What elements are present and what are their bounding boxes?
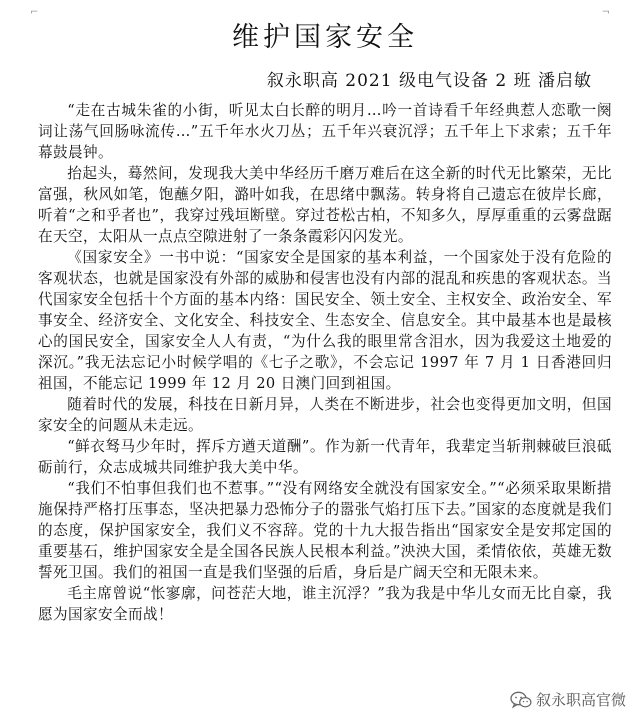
paragraph-3: 《国家安全》一书中说：“国家安全是国家的基本利益，一个国家处于没有危险的客观状态，也就是国家没有外部的威胁和侵害也没有内部的混乱和疾患的客观状态。当代国家安全包括十个方面的基本内络：国民安全、领土安全、主权安全、政治安全、军事安全、经济安全、文化安全、科技安全、生态安全、信息安全。其中最基本也是最核心的国民安全，国家安全人人有责，“为什么我的眼里常含泪水，因为我爱这土地爱的深沉。”我无法忘记小时候学唱的《七子之歌》，不会忘记 1997 年 7 月 1 日香港回归祖国，不能忘记 1999 年 12 月 20 日澳门回到祖国。 [38, 249, 612, 392]
paragraph-4: 随着时代的发展，科技在日新月异，人类在不断进步，社会也变得更加文明，但国家安全的问题从未走远。 [38, 396, 612, 434]
paragraph-2: 抬起头，蓦然间，发现我大美中华经历千磨万难后在这全新的时代无比繁荣，无比富强，秋风如笔，饱蘸夕阳，潞叶如我，在思绪中飘荡。转身将自己遗忘在彼岸长廊，听着“之和乎者也”，我穿过残垣断壁。穿过苍松古柏，不知多久，厚厚重重的云雾盘踞在天空，太阳从一点点空隙进射了一条条霞彩闪闪发光。 [38, 165, 612, 245]
page-corner-mark-right: ¬ [601, 7, 610, 18]
paragraph-1: “走在古城朱雀的小街，听见太白长醉的明月…吟一首诗看千年经典惹人恋歌一阕词让荡气回肠咏流传…”五千年水火刀丛；五千年兴衰沉浮；五千年上下求索；五千年幕鼓晨钟。 [38, 102, 612, 161]
watermark-text: 叙永职高官微 [535, 691, 626, 709]
document-title: 维护国家安全 [232, 22, 418, 53]
watermark [506, 687, 630, 712]
page-corner-mark-left: ⌐ [30, 7, 39, 18]
paragraph-6: “我们不怕事但我们也不惹事。”“没有网络安全就没有国家安全。”“必须采取果断措施保持严格打压事态，坚决把暴力恐怖分子的嚣张气焰打压下去。”国家的态度就是我们的态度，保护国家安全，我们义不容辞。党的十九大报告指出“国家安全是安邦定国的重要基石，维护国家安全是全国各民族人民根本利益。”泱泱大国，柔情依依，英雄无数誓死卫国。我们的祖国一直是我们坚强的后盾，身后是广阔天空和无限未来。 [38, 480, 612, 581]
paragraph-5: “鲜衣驽马少年时，挥斥方遒天道酬”。作为新一代青年，我辈定当斩荆棘破巨浪砥砺前行，众志成城共同维护我大美中华。 [38, 438, 612, 476]
wechat-icon [510, 691, 532, 709]
author-byline: 叙永职高 2021 级电气设备 2 班 潘启敏 [266, 71, 592, 91]
paragraph-7: 毛主席曾说“怅寥廓，问苍茫大地，谁主沉浮？”我为我是中华儿女而无比自豪，我愿为国家安全而战！ [38, 585, 612, 623]
